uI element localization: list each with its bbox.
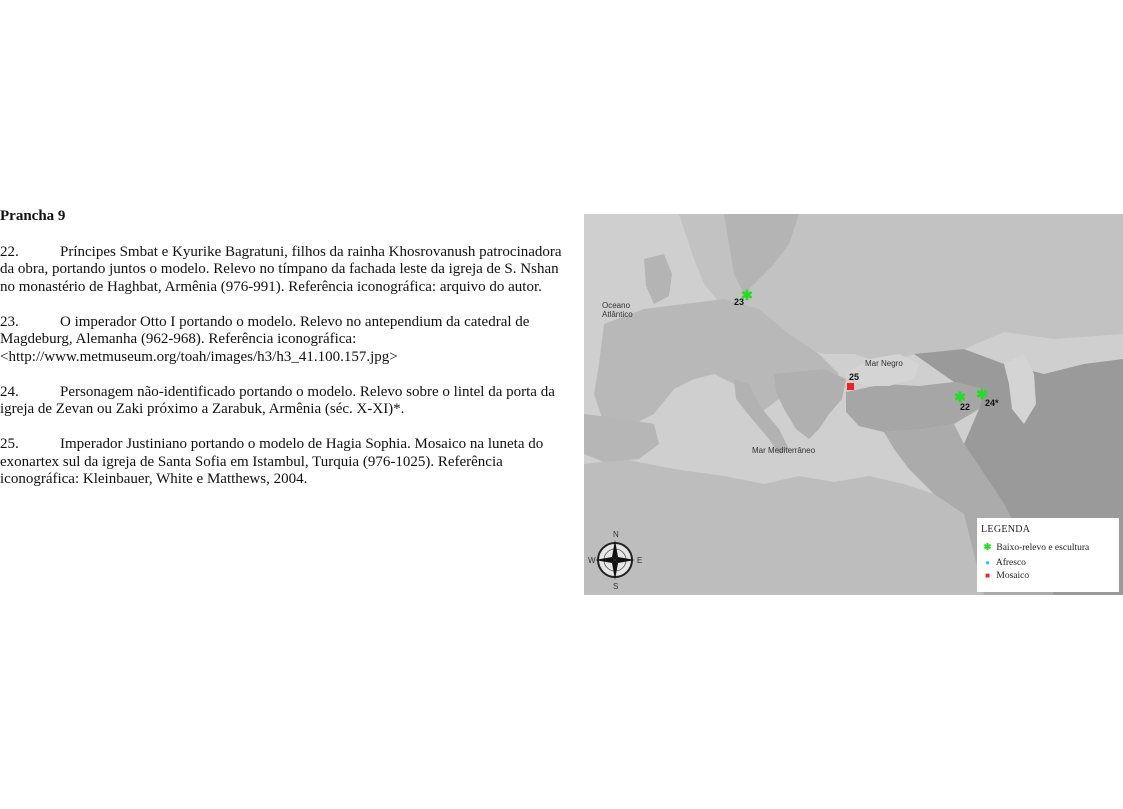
site-marker-23-icon: ✱ xyxy=(741,289,753,304)
site-marker-24-icon: ✱ xyxy=(976,388,988,403)
legend-item-fresco xyxy=(981,556,1026,570)
caption-column xyxy=(0,208,566,506)
legend-item-label: Mosaico xyxy=(996,571,1030,581)
entry-text: Príncipes Smbat e Kyurike Bagratuni, filhos da rainha Khosrovanush patrocinadora da obra, portando juntos o modelo. Relevo no tímpano da fachada leste da igreja de S. Nshan no monastério de Haghbat, Armênia (976-991). Referência iconográfica: arquivo do autor. xyxy=(0,243,562,295)
entry-number: 22. xyxy=(0,243,19,260)
legend-title: LEGENDA xyxy=(981,524,1031,535)
entry-text: Imperador Justiniano portando o modelo de Hagia Sophia. Mosaico na luneta do exonartex sul da igreja de Santa Sofia em Istambul, Turquia (976-1025). Referência iconográfica: Kleinbauer, White e Matthews, 2004. xyxy=(0,436,544,487)
legend-item-label: Afresco xyxy=(995,558,1026,568)
site-label-25: 25 xyxy=(849,372,860,382)
compass-north-label: N xyxy=(613,530,619,539)
site-label-24: 24* xyxy=(985,398,999,408)
relief-star-icon: ✱ xyxy=(983,543,992,553)
caption-entry-24 xyxy=(0,384,566,419)
atlantic-label-line1: Oceano xyxy=(602,301,631,310)
map-figure xyxy=(584,214,1123,595)
site-label-23: 23 xyxy=(734,297,745,307)
mediterranean-label: Mar Mediterrâneo xyxy=(752,446,816,455)
compass-south-label: S xyxy=(613,582,619,591)
caption-entry-23 xyxy=(0,314,566,367)
map-legend xyxy=(977,518,1119,592)
site-label-22: 22 xyxy=(960,402,971,412)
atlantic-label-line2: Atlântico xyxy=(602,310,633,319)
legend-item-label: Baixo-relevo e escultura xyxy=(996,543,1090,553)
entry-text: Personagem não-identificado portando o modelo. Relevo sobre o lintel da porta da igreja de Zevan ou Zaki próximo a Zarabuk, Armênia (séc. X-XI)*. xyxy=(0,383,555,417)
entry-text: O imperador Otto I portando o modelo. Relevo no antependium da catedral de Magdeburg, Alemanha (962-968). Referência iconográfica: <http://www.metmuseum.org/toah/images/h3/h3_41.100.157.jpg> xyxy=(0,313,530,365)
entry-number: 25. xyxy=(0,436,19,452)
legend-item-relief xyxy=(981,542,1089,555)
black-sea-label: Mar Negro xyxy=(865,359,903,368)
plate-title: Prancha 9 xyxy=(0,208,66,224)
site-marker-25-icon xyxy=(847,383,854,390)
legend-item-mosaic xyxy=(981,569,1029,583)
compass-west-label: W xyxy=(588,556,596,565)
entry-number: 23. xyxy=(0,313,19,330)
compass-east-label: E xyxy=(637,556,643,565)
fresco-dot-icon: ● xyxy=(985,558,990,567)
caption-entry-25 xyxy=(0,436,566,489)
caption-entry-22 xyxy=(0,244,566,297)
entry-number: 24. xyxy=(0,383,19,400)
mosaic-square-icon: ■ xyxy=(985,571,990,580)
site-marker-22-icon: ✱ xyxy=(954,391,966,406)
